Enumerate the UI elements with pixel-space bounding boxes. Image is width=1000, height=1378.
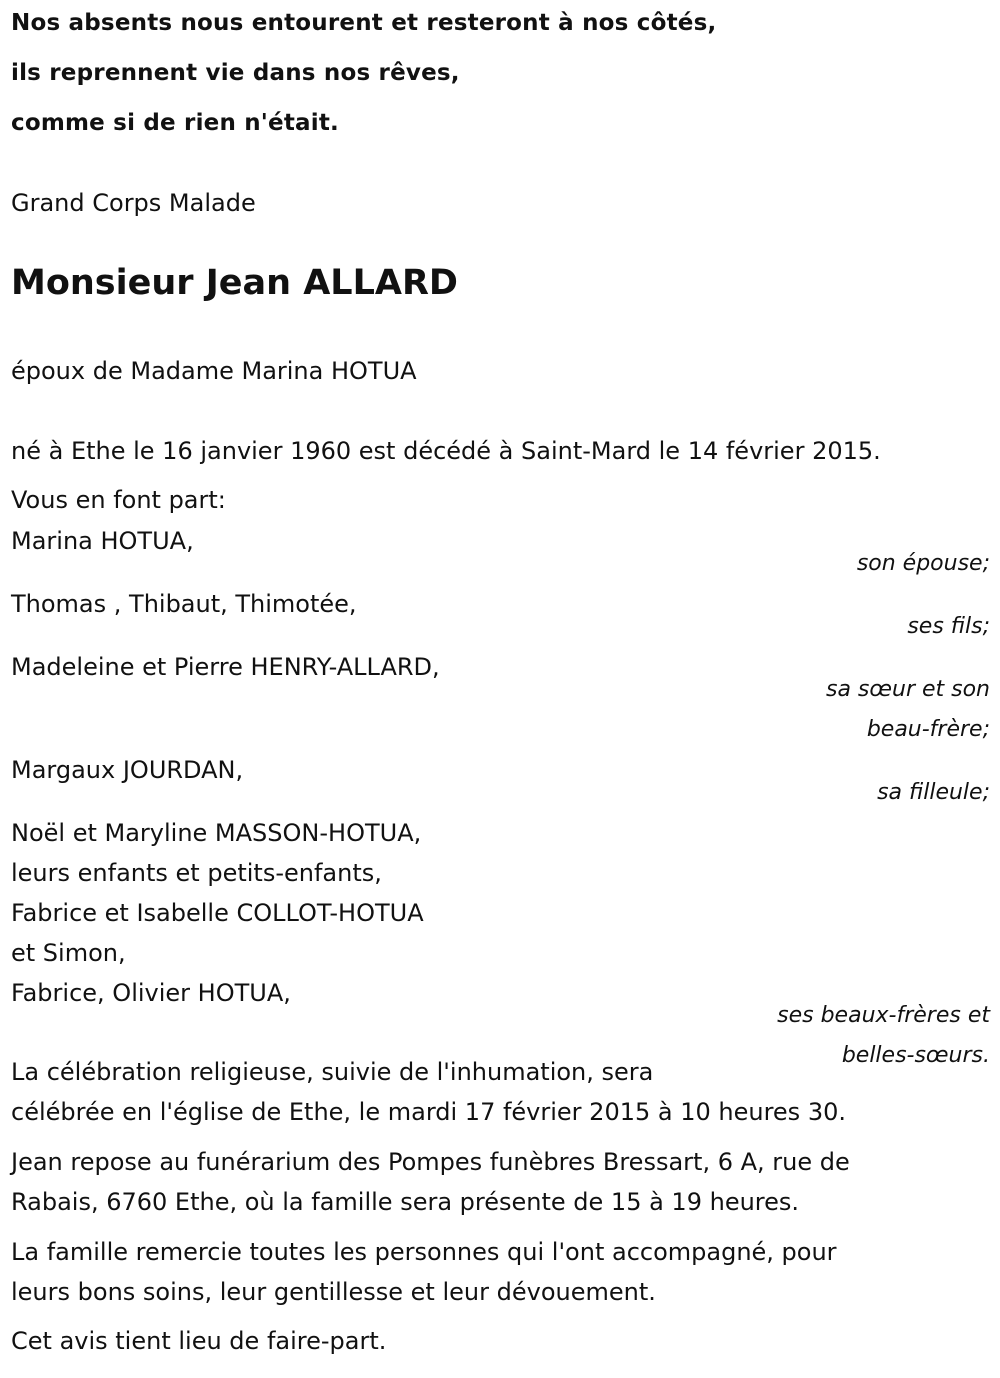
family-relation: son épouse; bbox=[856, 551, 990, 576]
family-relation: sa sœur et son bbox=[825, 677, 990, 702]
family-names: Marina HOTUA, bbox=[11, 527, 194, 555]
spouse-line: époux de Madame Marina HOTUA bbox=[11, 357, 417, 385]
family-relation: ses beaux-frères et bbox=[777, 1003, 990, 1028]
deceased-name: Monsieur Jean ALLARD bbox=[11, 263, 458, 303]
quote-line: Nos absents nous entourent et resteront à nos côtés, bbox=[11, 10, 717, 36]
family-names: Noël et Maryline MASSON-HOTUA, bbox=[11, 819, 422, 847]
birth-death-line: né à Ethe le 16 janvier 1960 est décédé à Saint-Mard le 14 février 2015. bbox=[11, 437, 881, 465]
family-names: Fabrice, Olivier HOTUA, bbox=[11, 979, 291, 1007]
closing-line: Cet avis tient lieu de faire-part. bbox=[11, 1327, 387, 1355]
ceremony-line: La célébration religieuse, suivie de l'inhumation, sera bbox=[11, 1058, 654, 1086]
family-names: Fabrice et Isabelle COLLOT-HOTUA bbox=[11, 899, 424, 927]
family-relation: belles-sœurs. bbox=[841, 1043, 990, 1068]
family-names: Margaux JOURDAN, bbox=[11, 756, 244, 784]
funeral-home-line: Rabais, 6760 Ethe, où la famille sera présente de 15 à 19 heures. bbox=[11, 1188, 800, 1216]
announcement-intro: Vous en font part: bbox=[11, 486, 226, 514]
funeral-home-line: Jean repose au funérarium des Pompes funèbres Bressart, 6 A, rue de bbox=[11, 1148, 850, 1176]
quote-line: ils reprennent vie dans nos rêves, bbox=[11, 60, 460, 86]
family-relation: sa filleule; bbox=[877, 780, 990, 805]
family-relation: beau-frère; bbox=[866, 717, 990, 742]
quote-line: comme si de rien n'était. bbox=[11, 110, 339, 136]
thanks-line: La famille remercie toutes les personnes qui l'ont accompagné, pour bbox=[11, 1238, 837, 1266]
family-names: leurs enfants et petits-enfants, bbox=[11, 859, 382, 887]
quote-author: Grand Corps Malade bbox=[11, 189, 256, 217]
family-relation: ses fils; bbox=[907, 614, 990, 639]
family-names: Madeleine et Pierre HENRY-ALLARD, bbox=[11, 653, 440, 681]
thanks-line: leurs bons soins, leur gentillesse et leur dévouement. bbox=[11, 1278, 656, 1306]
family-names: et Simon, bbox=[11, 939, 126, 967]
ceremony-line: célébrée en l'église de Ethe, le mardi 17 février 2015 à 10 heures 30. bbox=[11, 1098, 846, 1126]
family-names: Thomas , Thibaut, Thimotée, bbox=[11, 590, 357, 618]
